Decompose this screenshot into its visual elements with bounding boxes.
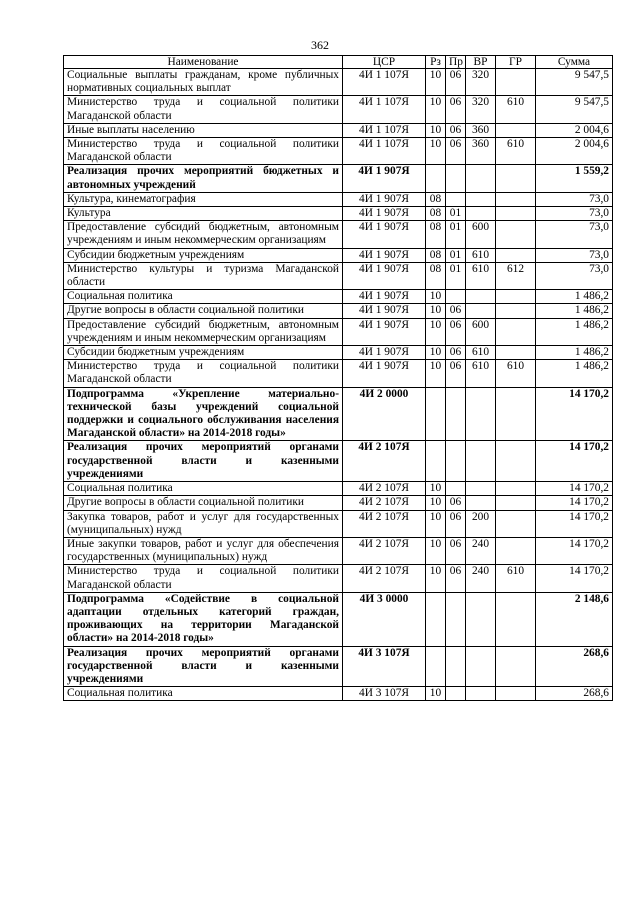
rz-cell: 08	[426, 262, 446, 289]
vr-cell: 360	[466, 123, 496, 137]
gr-cell	[496, 248, 536, 262]
table-row	[64, 592, 613, 646]
table-row	[64, 221, 613, 248]
table-row	[64, 441, 613, 482]
vr-cell	[466, 646, 496, 687]
rz-cell	[426, 165, 446, 192]
sum-cell: 73,0	[536, 207, 613, 221]
pr-cell	[446, 387, 466, 441]
table-row	[64, 207, 613, 221]
csr-cell: 4И 3 107Я	[343, 687, 426, 701]
pr-cell: 01	[446, 207, 466, 221]
csr-cell: 4И 1 907Я	[343, 165, 426, 192]
table-row	[64, 537, 613, 564]
vr-cell	[466, 290, 496, 304]
sum-cell: 14 170,2	[536, 387, 613, 441]
gr-cell	[496, 537, 536, 564]
vr-cell: 200	[466, 510, 496, 537]
name-cell: Другие вопросы в области социальной политики	[64, 496, 343, 510]
gr-cell	[496, 496, 536, 510]
rz-cell: 08	[426, 192, 446, 206]
name-cell: Иные выплаты населению	[64, 123, 343, 137]
rz-cell: 10	[426, 537, 446, 564]
sum-cell: 9 547,5	[536, 69, 613, 96]
csr-cell: 4И 2 107Я	[343, 482, 426, 496]
vr-cell: 240	[466, 565, 496, 592]
pr-cell: 06	[446, 318, 466, 345]
name-cell: Социальная политика	[64, 482, 343, 496]
pr-cell: 06	[446, 96, 466, 123]
csr-cell: 4И 1 907Я	[343, 304, 426, 318]
rz-cell	[426, 646, 446, 687]
name-cell: Реализация прочих мероприятий органами государственной власти и казенными учреждениями	[64, 646, 343, 687]
gr-cell	[496, 207, 536, 221]
pr-cell: 06	[446, 510, 466, 537]
rz-cell: 10	[426, 360, 446, 387]
vr-cell: 610	[466, 346, 496, 360]
pr-cell	[446, 482, 466, 496]
gr-cell	[496, 318, 536, 345]
pr-cell: 06	[446, 496, 466, 510]
rz-cell: 10	[426, 96, 446, 123]
sum-cell: 1 486,2	[536, 304, 613, 318]
rz-cell: 10	[426, 290, 446, 304]
pr-cell	[446, 592, 466, 646]
rz-cell: 08	[426, 207, 446, 221]
name-cell: Реализация прочих мероприятий органами государственной власти и казенными учреждениями	[64, 441, 343, 482]
name-cell: Культура	[64, 207, 343, 221]
table-row	[64, 360, 613, 387]
vr-cell: 600	[466, 221, 496, 248]
header-vr: ВР	[466, 56, 496, 69]
table-row	[64, 138, 613, 165]
table-row	[64, 290, 613, 304]
pr-cell: 06	[446, 565, 466, 592]
name-cell: Культура, кинематография	[64, 192, 343, 206]
table-row	[64, 69, 613, 96]
gr-cell	[496, 123, 536, 137]
gr-cell	[496, 592, 536, 646]
vr-cell: 610	[466, 262, 496, 289]
csr-cell: 4И 1 907Я	[343, 346, 426, 360]
gr-cell: 612	[496, 262, 536, 289]
table-row	[64, 96, 613, 123]
name-cell: Подпрограмма «Содействие в социальной адаптации отдельных категорий граждан, проживающих на территории Магаданской области» на 2014-2018 годы»	[64, 592, 343, 646]
rz-cell: 10	[426, 510, 446, 537]
pr-cell	[446, 192, 466, 206]
sum-cell: 73,0	[536, 221, 613, 248]
header-name: Наименование	[64, 56, 343, 69]
rz-cell	[426, 441, 446, 482]
name-cell: Социальная политика	[64, 290, 343, 304]
gr-cell	[496, 646, 536, 687]
csr-cell: 4И 1 907Я	[343, 318, 426, 345]
name-cell: Другие вопросы в области социальной политики	[64, 304, 343, 318]
csr-cell: 4И 1 107Я	[343, 138, 426, 165]
csr-cell: 4И 1 107Я	[343, 123, 426, 137]
gr-cell	[496, 510, 536, 537]
sum-cell: 9 547,5	[536, 96, 613, 123]
name-cell: Предоставление субсидий бюджетным, автономным учреждениям и иным некоммерческим организациям	[64, 318, 343, 345]
vr-cell	[466, 304, 496, 318]
csr-cell: 4И 1 907Я	[343, 192, 426, 206]
sum-cell: 268,6	[536, 687, 613, 701]
gr-cell: 610	[496, 565, 536, 592]
vr-cell: 360	[466, 138, 496, 165]
table-row	[64, 248, 613, 262]
rz-cell: 10	[426, 496, 446, 510]
table-row	[64, 646, 613, 687]
rz-cell: 10	[426, 138, 446, 165]
table-row	[64, 192, 613, 206]
gr-cell: 610	[496, 138, 536, 165]
gr-cell	[496, 441, 536, 482]
sum-cell: 1 486,2	[536, 318, 613, 345]
vr-cell	[466, 482, 496, 496]
pr-cell: 06	[446, 69, 466, 96]
table-row	[64, 565, 613, 592]
vr-cell	[466, 165, 496, 192]
header-pr: Пр	[446, 56, 466, 69]
pr-cell	[446, 687, 466, 701]
name-cell: Иные закупки товаров, работ и услуг для обеспечения государственных (муниципальных) нужд	[64, 537, 343, 564]
pr-cell: 06	[446, 304, 466, 318]
pr-cell	[446, 290, 466, 304]
gr-cell	[496, 290, 536, 304]
table-row	[64, 304, 613, 318]
vr-cell: 600	[466, 318, 496, 345]
csr-cell: 4И 2 107Я	[343, 441, 426, 482]
csr-cell: 4И 1 907Я	[343, 360, 426, 387]
vr-cell	[466, 441, 496, 482]
pr-cell	[446, 646, 466, 687]
gr-cell	[496, 165, 536, 192]
sum-cell: 14 170,2	[536, 510, 613, 537]
pr-cell: 01	[446, 221, 466, 248]
csr-cell: 4И 2 107Я	[343, 537, 426, 564]
sum-cell: 2 148,6	[536, 592, 613, 646]
sum-cell: 14 170,2	[536, 537, 613, 564]
name-cell: Министерство труда и социальной политики Магаданской области	[64, 138, 343, 165]
rz-cell: 08	[426, 221, 446, 248]
vr-cell	[466, 687, 496, 701]
csr-cell: 4И 1 907Я	[343, 207, 426, 221]
sum-cell: 1 486,2	[536, 360, 613, 387]
table-row	[64, 387, 613, 441]
rz-cell: 10	[426, 687, 446, 701]
csr-cell: 4И 1 907Я	[343, 262, 426, 289]
table-row	[64, 262, 613, 289]
vr-cell	[466, 387, 496, 441]
sum-cell: 14 170,2	[536, 482, 613, 496]
csr-cell: 4И 2 0000	[343, 387, 426, 441]
name-cell: Субсидии бюджетным учреждениям	[64, 248, 343, 262]
csr-cell: 4И 1 907Я	[343, 290, 426, 304]
name-cell: Министерство труда и социальной политики Магаданской области	[64, 96, 343, 123]
rz-cell: 10	[426, 69, 446, 96]
name-cell: Социальные выплаты гражданам, кроме публичных нормативных социальных выплат	[64, 69, 343, 96]
table-row	[64, 123, 613, 137]
pr-cell: 06	[446, 138, 466, 165]
sum-cell: 268,6	[536, 646, 613, 687]
vr-cell	[466, 496, 496, 510]
name-cell: Министерство труда и социальной политики Магаданской области	[64, 565, 343, 592]
csr-cell: 4И 1 107Я	[343, 96, 426, 123]
page-number: 362	[311, 38, 329, 52]
rz-cell: 10	[426, 304, 446, 318]
rz-cell: 10	[426, 123, 446, 137]
sum-cell: 73,0	[536, 262, 613, 289]
vr-cell: 610	[466, 360, 496, 387]
sum-cell: 14 170,2	[536, 441, 613, 482]
name-cell: Субсидии бюджетным учреждениям	[64, 346, 343, 360]
csr-cell: 4И 3 107Я	[343, 646, 426, 687]
header-gr: ГР	[496, 56, 536, 69]
table-header-row	[64, 56, 613, 69]
table-row	[64, 496, 613, 510]
sum-cell: 2 004,6	[536, 138, 613, 165]
gr-cell	[496, 304, 536, 318]
gr-cell	[496, 346, 536, 360]
vr-cell	[466, 592, 496, 646]
sum-cell: 73,0	[536, 192, 613, 206]
rz-cell: 10	[426, 482, 446, 496]
vr-cell: 320	[466, 96, 496, 123]
name-cell: Предоставление субсидий бюджетным, автономным учреждениям и иным некоммерческим организациям	[64, 221, 343, 248]
name-cell: Министерство труда и социальной политики Магаданской области	[64, 360, 343, 387]
rz-cell: 10	[426, 346, 446, 360]
vr-cell	[466, 192, 496, 206]
gr-cell	[496, 192, 536, 206]
table-row	[64, 165, 613, 192]
name-cell: Закупка товаров, работ и услуг для государственных (муниципальных) нужд	[64, 510, 343, 537]
table-row	[64, 346, 613, 360]
vr-cell: 610	[466, 248, 496, 262]
sum-cell: 1 486,2	[536, 346, 613, 360]
csr-cell: 4И 2 107Я	[343, 496, 426, 510]
sum-cell: 14 170,2	[536, 496, 613, 510]
pr-cell: 06	[446, 346, 466, 360]
csr-cell: 4И 1 107Я	[343, 69, 426, 96]
pr-cell: 06	[446, 537, 466, 564]
vr-cell	[466, 207, 496, 221]
table-row	[64, 318, 613, 345]
csr-cell: 4И 3 0000	[343, 592, 426, 646]
gr-cell: 610	[496, 360, 536, 387]
vr-cell: 320	[466, 69, 496, 96]
sum-cell: 2 004,6	[536, 123, 613, 137]
gr-cell: 610	[496, 96, 536, 123]
gr-cell	[496, 221, 536, 248]
pr-cell: 01	[446, 262, 466, 289]
csr-cell: 4И 1 907Я	[343, 221, 426, 248]
gr-cell	[496, 387, 536, 441]
table-row	[64, 510, 613, 537]
pr-cell: 01	[446, 248, 466, 262]
name-cell: Реализация прочих мероприятий бюджетных и автономных учреждений	[64, 165, 343, 192]
gr-cell	[496, 482, 536, 496]
csr-cell: 4И 2 107Я	[343, 565, 426, 592]
gr-cell	[496, 69, 536, 96]
sum-cell: 1 559,2	[536, 165, 613, 192]
pr-cell	[446, 165, 466, 192]
rz-cell	[426, 387, 446, 441]
pr-cell: 06	[446, 123, 466, 137]
pr-cell: 06	[446, 360, 466, 387]
budget-table	[63, 55, 613, 701]
header-csr: ЦСР	[343, 56, 426, 69]
name-cell: Подпрограмма «Укрепление материально-технической базы учреждений социальной поддержки и социального обслуживания населения Магаданской области» на 2014-2018 годы»	[64, 387, 343, 441]
pr-cell	[446, 441, 466, 482]
csr-cell: 4И 1 907Я	[343, 248, 426, 262]
gr-cell	[496, 687, 536, 701]
header-sum: Сумма	[536, 56, 613, 69]
header-rz: Рз	[426, 56, 446, 69]
vr-cell: 240	[466, 537, 496, 564]
rz-cell: 10	[426, 318, 446, 345]
sum-cell: 14 170,2	[536, 565, 613, 592]
rz-cell: 10	[426, 565, 446, 592]
table-row	[64, 482, 613, 496]
rz-cell	[426, 592, 446, 646]
table-body	[64, 69, 613, 701]
csr-cell: 4И 2 107Я	[343, 510, 426, 537]
rz-cell: 08	[426, 248, 446, 262]
table-row	[64, 687, 613, 701]
sum-cell: 1 486,2	[536, 290, 613, 304]
name-cell: Социальная политика	[64, 687, 343, 701]
sum-cell: 73,0	[536, 248, 613, 262]
name-cell: Министерство культуры и туризма Магаданской области	[64, 262, 343, 289]
